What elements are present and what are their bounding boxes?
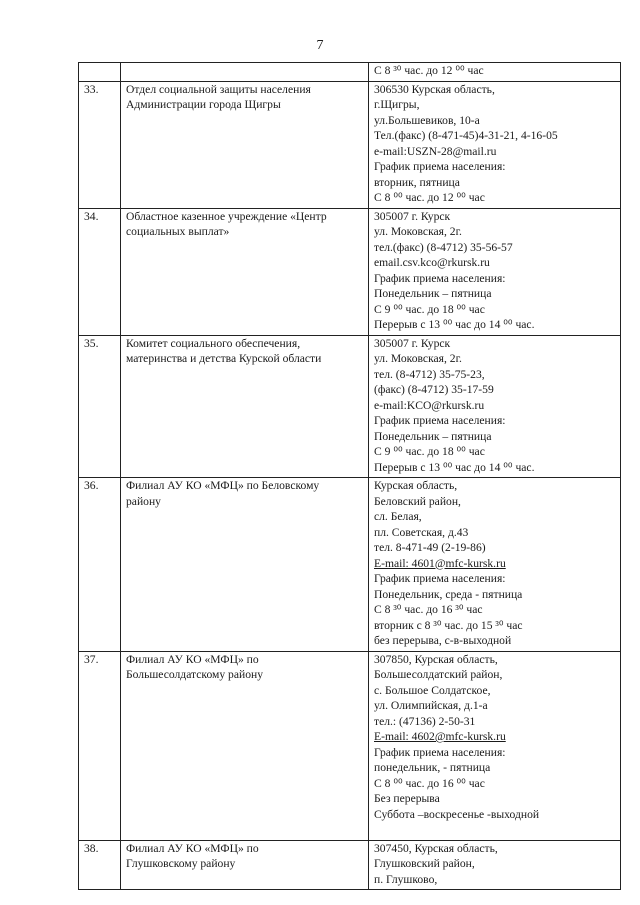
address-line: Тел.(факс) (8-471-45)4-31-21, 4-16-05 <box>374 129 558 142</box>
address-line: Курская область, <box>374 479 458 492</box>
address-line: тел. 8-471-49 (2-19-86) <box>374 541 486 554</box>
institution-name-cell <box>121 63 369 82</box>
address-line: тел. (8-4712) 35-75-23, <box>374 367 485 381</box>
row-number-cell <box>79 63 121 82</box>
email-link[interactable]: E-mail: 4602@mfc-kursk.ru <box>374 730 506 743</box>
address-line: Понедельник – пятница <box>374 287 492 300</box>
address-line: График приема населения: <box>374 271 506 285</box>
address-line: Без перерыва <box>374 792 440 805</box>
institution-name-line: Филиал АУ КО «МФЦ» по <box>126 652 259 666</box>
institution-name-line: Комитет социального обеспечения, <box>126 336 301 350</box>
address-line: 307450, Курская область, <box>374 841 498 855</box>
address-line: График приема населения: <box>374 160 506 173</box>
address-line: С 8 ⁰⁰ час. до 12 ⁰⁰ час <box>374 191 485 204</box>
address-line: Большесолдатский район, <box>374 668 503 681</box>
address-line: Перерыв с 13 ⁰⁰ час до 14 ⁰⁰ час. <box>374 318 535 331</box>
row-number-cell: 36. <box>79 478 121 652</box>
institution-name-line: району <box>126 494 161 508</box>
email-link[interactable]: e-mail:USZN-28@mail.ru <box>374 144 497 158</box>
address-line: Беловский район, <box>374 494 461 508</box>
address-line: сл. Белая, <box>374 510 422 523</box>
address-schedule-cell <box>369 81 621 208</box>
address-line: ул.Большевиков, 10-а <box>374 113 480 127</box>
row-number-cell: 34. <box>79 208 121 335</box>
address-line: Перерыв с 13 ⁰⁰ час до 14 ⁰⁰ час. <box>374 460 535 474</box>
institution-name-cell <box>121 81 369 208</box>
row-number-cell: 37. <box>79 651 121 840</box>
page-number: 7 <box>316 38 324 53</box>
address-line: с. Большое Солдатское, <box>374 683 491 697</box>
address-line: тел.(факс) (8-4712) 35-56-57 <box>374 240 513 254</box>
address-line: Понедельник, среда - пятница <box>374 587 523 601</box>
address-line: г.Щигры, <box>374 98 420 111</box>
institution-name-line: материнства и детства Курской области <box>126 352 322 365</box>
address-line: ул. Моковская, 2г. <box>374 225 462 238</box>
address-line: С 8 ³⁰ час. до 16 ³⁰ час <box>374 603 483 616</box>
address-line: понедельник, - пятница <box>374 761 491 774</box>
address-line: Глушковский район, <box>374 857 475 870</box>
row-number-cell: 38. <box>79 840 121 890</box>
email-link[interactable]: e-mail:KCO@rkursk.ru <box>374 398 485 412</box>
table-row <box>79 335 621 478</box>
address-line <box>374 822 617 838</box>
address-line: 305007 г. Курск <box>374 336 451 350</box>
address-line: С 9 ⁰⁰ час. до 18 ⁰⁰ час <box>374 302 485 316</box>
address-line: ул. Моковская, 2г. <box>374 352 462 365</box>
table-row <box>79 63 621 82</box>
institutions-table <box>78 62 621 890</box>
table-row <box>79 81 621 208</box>
institution-name-cell <box>121 335 369 478</box>
address-line: С 8 ⁰⁰ час. до 16 ⁰⁰ час <box>374 776 485 790</box>
row-number-cell: 33. <box>79 81 121 208</box>
address-line: п. Глушково, <box>374 872 438 886</box>
address-line: С 9 ⁰⁰ час. до 18 ⁰⁰ час <box>374 445 485 458</box>
address-line: 305007 г. Курск <box>374 209 451 223</box>
address-schedule-cell <box>369 335 621 478</box>
institution-name-cell <box>121 478 369 652</box>
email-link[interactable]: email.csv.kco@rkursk.ru <box>374 256 490 269</box>
address-line: С 8 ³⁰ час. до 12 ⁰⁰ час <box>374 64 484 77</box>
table-body <box>79 63 621 890</box>
institution-name-line: Глушковскому району <box>126 857 236 870</box>
institution-name-line: социальных выплат» <box>126 225 230 238</box>
institution-name-line: Филиал АУ КО «МФЦ» по <box>126 841 259 855</box>
institution-name-line: Отдел социальной защиты населения <box>126 82 311 96</box>
table-row <box>79 478 621 652</box>
institution-name-cell <box>121 208 369 335</box>
institution-name-line: Областное казенное учреждение «Центр <box>126 209 327 223</box>
institution-name-line: Филиал АУ КО «МФЦ» по Беловскому <box>126 479 320 492</box>
row-number-cell: 35. <box>79 335 121 478</box>
address-line: без перерыва, с-в-выходной <box>374 634 512 647</box>
address-line: вторник, пятница <box>374 175 460 189</box>
institution-name-cell <box>121 651 369 840</box>
address-schedule-cell <box>369 208 621 335</box>
table-row <box>79 651 621 840</box>
institution-name-cell <box>121 840 369 890</box>
address-line: График приема населения: <box>374 414 506 427</box>
address-schedule-cell <box>369 651 621 840</box>
address-line: ул. Олимпийская, д.1-а <box>374 699 488 712</box>
address-schedule-cell <box>369 63 621 82</box>
address-line: 307850, Курская область, <box>374 652 498 666</box>
table-row <box>79 840 621 890</box>
email-link[interactable]: E-mail: 4601@mfc-kursk.ru <box>374 556 506 570</box>
address-line: (факс) (8-4712) 35-17-59 <box>374 383 494 396</box>
address-line: тел.: (47136) 2-50-31 <box>374 714 476 728</box>
table-row <box>79 208 621 335</box>
institution-name-line: Большесолдатскому району <box>126 668 264 681</box>
address-line: 306530 Курская область, <box>374 82 495 96</box>
institution-name-line: Администрации города Щигры <box>126 98 281 111</box>
address-line: Понедельник – пятница <box>374 429 492 443</box>
address-line: вторник с 8 ³⁰ час. до 15 ³⁰ час <box>374 618 523 632</box>
address-line: График приема населения: <box>374 745 506 759</box>
address-line: График приема населения: <box>374 572 506 585</box>
address-line: пл. Советская, д.43 <box>374 525 469 539</box>
address-schedule-cell <box>369 478 621 652</box>
address-line: Суббота –воскресенье -выходной <box>374 807 540 821</box>
address-schedule-cell <box>369 840 621 890</box>
